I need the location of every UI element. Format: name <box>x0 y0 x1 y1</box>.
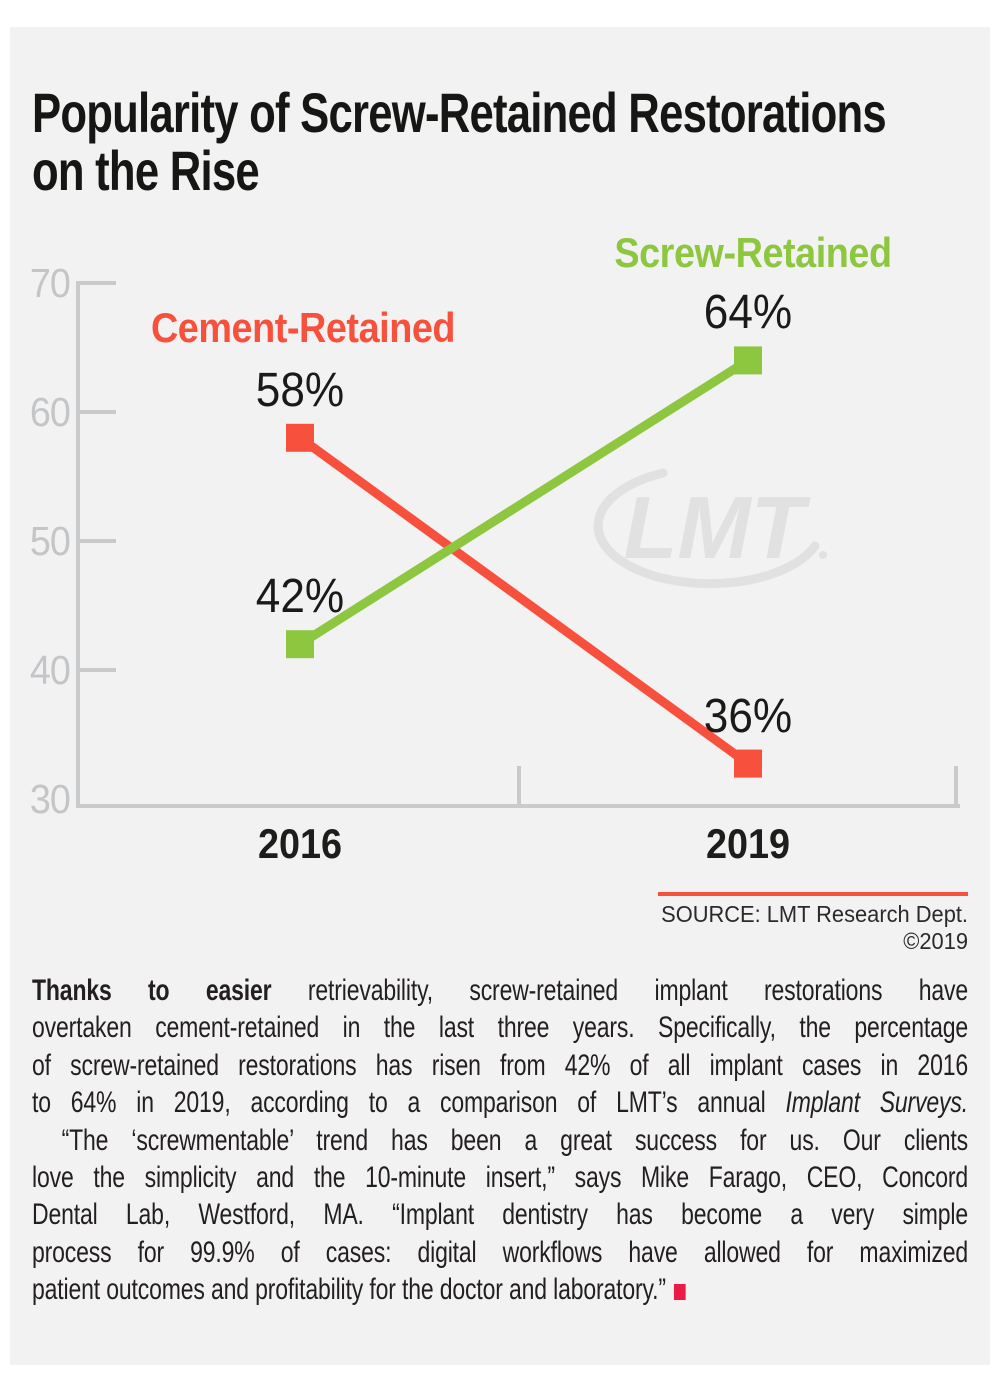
y-tick-label: 40 <box>29 647 71 693</box>
text-line: patient outcomes and profitability for the doctor and laboratory.” <box>32 1271 968 1308</box>
y-tick-label: 60 <box>29 389 71 435</box>
data-point-marker <box>734 346 762 374</box>
x-tick-label: 2019 <box>705 820 791 867</box>
data-point-marker <box>734 750 762 778</box>
point-value-label: 58% <box>255 363 345 417</box>
text-line: love the simplicity and the 10-minute insert,” says Mike Farago, CEO, Concord <box>32 1160 968 1194</box>
y-axis <box>76 281 80 808</box>
point-value-label: 42% <box>255 570 345 624</box>
paragraph <box>32 1122 968 1309</box>
y-tick <box>80 281 116 285</box>
source-credit: SOURCE: LMT Research Dept. ©2019 <box>661 901 968 954</box>
y-tick-label: 50 <box>29 518 71 564</box>
end-mark-square <box>674 1284 686 1300</box>
data-point-marker <box>286 630 314 658</box>
source-rule <box>658 892 968 896</box>
text-line: “The ‘screwmentable’ trend has been a great success for us. Our clients <box>61 1123 968 1157</box>
y-tick <box>80 410 116 414</box>
text-line: overtaken cement-retained in the last three years. Specifically, the percentage <box>32 1011 968 1045</box>
text-line: Thanks to easier retrievability, screw-retained implant restorations have <box>32 974 968 1007</box>
series-label-cement-retained: Cement-Retained <box>150 304 456 351</box>
article-text <box>32 972 968 1309</box>
y-tick <box>80 539 116 543</box>
y-tick-label: 30 <box>29 776 71 822</box>
watermark-text: LMT <box>623 478 805 577</box>
x-tick-label: 2016 <box>257 820 343 867</box>
y-tick <box>80 668 116 672</box>
paragraph <box>32 972 968 1122</box>
text-line: of screw-retained restorations has risen from 42% of all implant cases in 2016 <box>32 1048 968 1082</box>
data-point-marker <box>286 424 314 452</box>
chart-title-line-2: on the Rise <box>32 139 259 202</box>
text-line: Dental Lab, Westford, MA. “Implant dentistry has become a very simple <box>32 1198 968 1232</box>
point-value-label: 64% <box>703 286 793 340</box>
chart-title-line-1: Popularity of Screw-Retained Restorations <box>32 81 886 144</box>
text-line: to 64% in 2019, according to a comparison of LMT’s annual Implant Surveys. <box>32 1086 968 1120</box>
x-tick <box>954 766 958 804</box>
y-tick-label: 70 <box>29 260 71 306</box>
x-tick <box>517 766 521 804</box>
text-line: process for 99.9% of cases: digital workflows have allowed for maximized <box>32 1235 968 1269</box>
x-axis <box>76 804 960 808</box>
series-label-screw-retained: Screw-Retained <box>614 229 892 276</box>
point-value-label: 36% <box>703 689 793 743</box>
